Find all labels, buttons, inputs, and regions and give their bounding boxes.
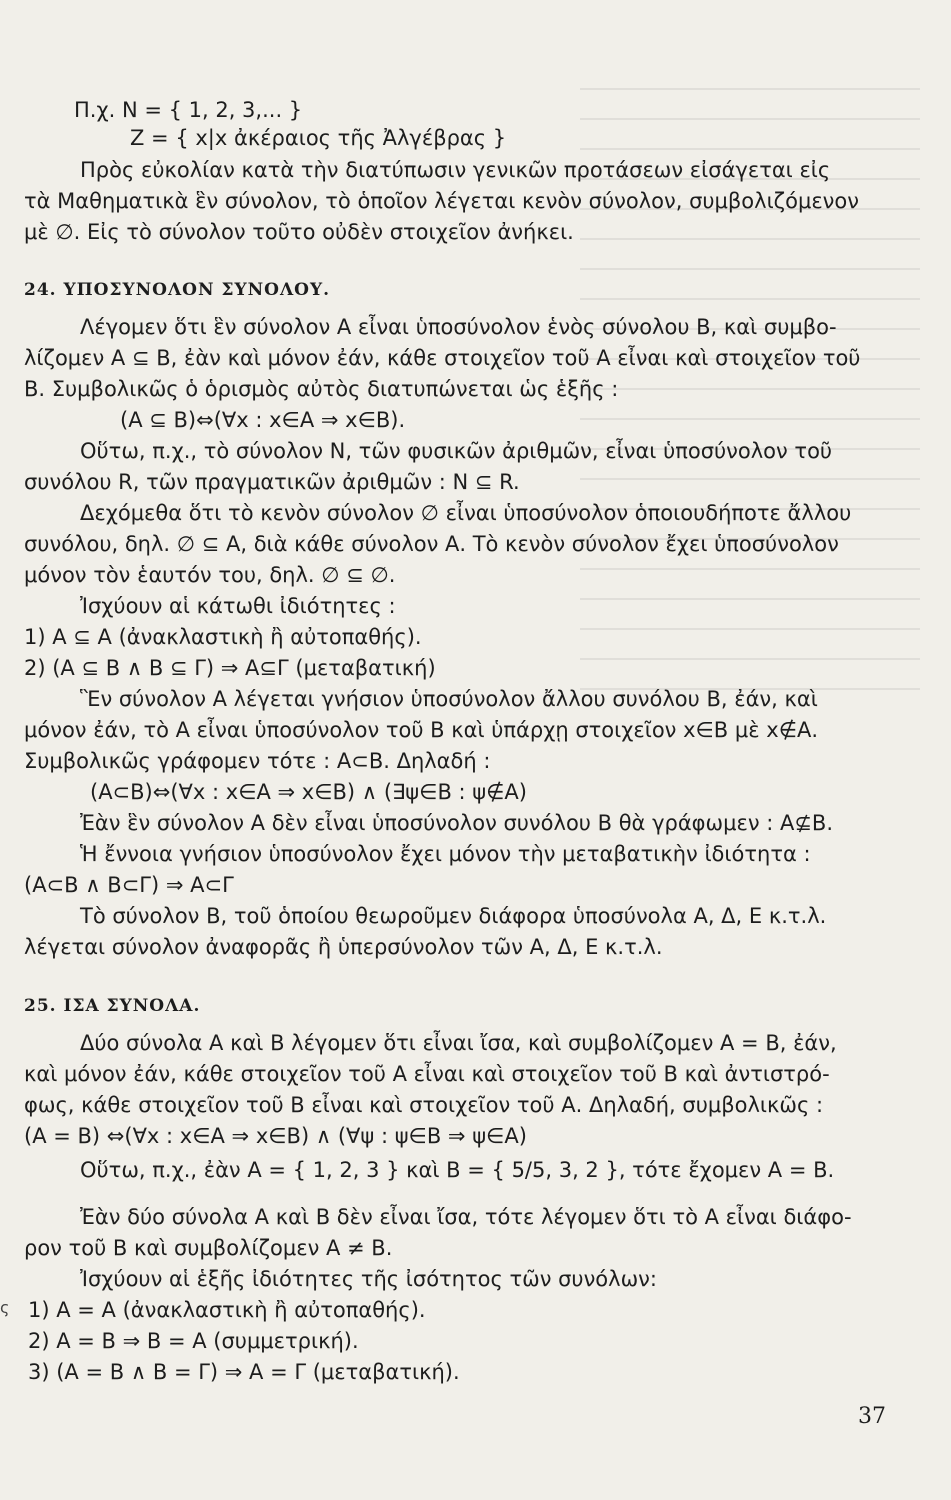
paragraph-line: Πρὸς εὐκολίαν κατὰ τὴν διατύπωσιν γενικῶν προτάσεων εἰσάγεται εἰς bbox=[80, 158, 831, 182]
paragraph-line: λίζομεν Α ⊆ Β, ἐὰν καὶ μόνον ἐάν, κάθε στοιχεῖον τοῦ Α εἶναι καὶ στοιχεῖον τοῦ bbox=[24, 346, 861, 370]
paragraph-line: Δεχόμεθα ὅτι τὸ κενὸν σύνολον ∅ εἶναι ὑποσύνολον ὁποιουδήποτε ἄλλου bbox=[80, 501, 852, 525]
example-line-z: Ζ = { x|x ἀκέραιος τῆς Ἀλγέβρας } bbox=[130, 126, 507, 150]
page-number: 37 bbox=[858, 1404, 886, 1429]
paragraph-line: Ἓν σύνολον Α λέγεται γνήσιον ὑποσύνολον ἄλλου συνόλου Β, ἐάν, καὶ bbox=[80, 687, 818, 711]
paragraph-line: Ἡ ἔννοια γνήσιον ὑποσύνολον ἔχει μόνον τὴν μεταβατικὴν ἰδιότητα : bbox=[80, 842, 811, 866]
property-item: 1) Α ⊆ Α (ἀνακλαστικὴ ἢ αὐτοπαθής). bbox=[24, 625, 422, 649]
paragraph-line: καὶ μόνον ἐάν, κάθε στοιχεῖον τοῦ Α εἶναι καὶ στοιχεῖον τοῦ Β καὶ ἀντιστρό- bbox=[24, 1062, 830, 1086]
paragraph-line: Ἰσχύουν αἱ κάτωθι ἰδιότητες : bbox=[80, 594, 396, 618]
paragraph-line: Ἰσχύουν αἱ ἑξῆς ἰδιότητες τῆς ἰσότητος τῶν συνόλων: bbox=[80, 1267, 657, 1291]
paragraph-line: ρον τοῦ Β καὶ συμβολίζομεν Α ≠ Β. bbox=[24, 1236, 393, 1260]
paragraph-line: τὰ Μαθηματικὰ ἓν σύνολον, τὸ ὁποῖον λέγεται κενὸν σύνολον, συμβολιζόμενον bbox=[24, 189, 859, 213]
paragraph-line: Οὕτω, π.χ., τὸ σύνολον Ν, τῶν φυσικῶν ἀριθμῶν, εἶναι ὑποσύνολον τοῦ bbox=[80, 439, 833, 463]
margin-mark: ς bbox=[0, 1298, 10, 1317]
paragraph-line: συνόλου, δηλ. ∅ ⊆ Α, διὰ κάθε σύνολον Α. Τὸ κενὸν σύνολον ἔχει ὑποσύνολον bbox=[24, 532, 839, 556]
formula-line: (Α⊂Β)⇔(∀x : x∈Α ⇒ x∈Β) ∧ (∃ψ∈Β : ψ∉Α) bbox=[90, 780, 527, 804]
paragraph-line: μὲ ∅. Εἰς τὸ σύνολον τοῦτο οὐδὲν στοιχεῖον ἀνήκει. bbox=[24, 220, 574, 244]
example-line-n: Π.χ. Ν = { 1, 2, 3,... } bbox=[74, 98, 303, 122]
paragraph-line: συνόλου R, τῶν πραγματικῶν ἀριθμῶν : Ν ⊆ R. bbox=[24, 470, 520, 494]
paragraph-line: Β. Συμβολικῶς ὁ ὁρισμὸς αὐτὸς διατυπώνεται ὡς ἑξῆς : bbox=[24, 377, 619, 401]
paragraph-line: Λέγομεν ὅτι ἓν σύνολον Α εἶναι ὑποσύνολον ἑνὸς σύνολου Β, καὶ συμβο- bbox=[80, 315, 837, 339]
section-heading-24: 24. ΥΠΟΣΥΝΟΛΟΝ ΣΥΝΟΛΟΥ. bbox=[24, 280, 331, 300]
paragraph-line: Οὕτω, π.χ., ἐὰν Α = { 1, 2, 3 } καὶ Β = { 5/5, 3, 2 }, τότε ἔχομεν Α = Β. bbox=[80, 1158, 835, 1182]
formula-line: (Α⊂Β ∧ Β⊂Γ) ⇒ Α⊂Γ bbox=[24, 873, 234, 897]
formula-line: (Α ⊆ Β)⇔(∀x : x∈Α ⇒ x∈Β). bbox=[120, 408, 406, 432]
property-item: 1) Α = Α (ἀνακλαστικὴ ἢ αὐτοπαθής). bbox=[28, 1298, 426, 1322]
paragraph-line: Ἐὰν ἓν σύνολον Α δὲν εἶναι ὑποσύνολον συνόλου Β θὰ γράφωμεν : Α⊈Β. bbox=[80, 811, 834, 835]
paragraph-line: μόνον τὸν ἑαυτόν του, δηλ. ∅ ⊆ ∅. bbox=[24, 563, 396, 587]
section-heading-25: 25. ΙΣΑ ΣΥΝΟΛΑ. bbox=[24, 996, 201, 1016]
paragraph-line: λέγεται σύνολον ἀναφορᾶς ἢ ὑπερσύνολον τῶν Α, Δ, Ε κ.τ.λ. bbox=[24, 935, 663, 959]
paragraph-line: Συμβολικῶς γράφομεν τότε : Α⊂Β. Δηλαδή : bbox=[24, 749, 491, 773]
paragraph-line: μόνον ἐάν, τὸ Α εἶναι ὑποσύνολον τοῦ Β καὶ ὑπάρχῃ στοιχεῖον x∈Β μὲ x∉Α. bbox=[24, 718, 819, 742]
paragraph-line: Δύο σύνολα Α καὶ Β λέγομεν ὅτι εἶναι ἴσα, καὶ συμβολίζομεν Α = Β, ἐάν, bbox=[80, 1031, 837, 1055]
formula-line: (Α = Β) ⇔(∀x : x∈Α ⇒ x∈Β) ∧ (∀ψ : ψ∈Β ⇒ ψ∈Α) bbox=[24, 1124, 527, 1148]
paragraph-line: φως, κάθε στοιχεῖον τοῦ Β εἶναι καὶ στοιχεῖον τοῦ Α. Δηλαδή, συμβολικῶς : bbox=[24, 1093, 824, 1117]
paragraph-line: Τὸ σύνολον Β, τοῦ ὁποίου θεωροῦμεν διάφορα ὑποσύνολα Α, Δ, Ε κ.τ.λ. bbox=[80, 904, 827, 928]
property-item: 2) (Α ⊆ Β ∧ Β ⊆ Γ) ⇒ Α⊆Γ (μεταβατική) bbox=[24, 656, 436, 680]
property-item: 3) (Α = Β ∧ Β = Γ) ⇒ Α = Γ (μεταβατική). bbox=[28, 1360, 460, 1384]
paragraph-line: Ἐὰν δύο σύνολα Α καὶ Β δὲν εἶναι ἴσα, τότε λέγομεν ὅτι τὸ Α εἶναι διάφο- bbox=[80, 1205, 852, 1229]
property-item: 2) Α = Β ⇒ Β = Α (συμμετρική). bbox=[28, 1329, 359, 1353]
